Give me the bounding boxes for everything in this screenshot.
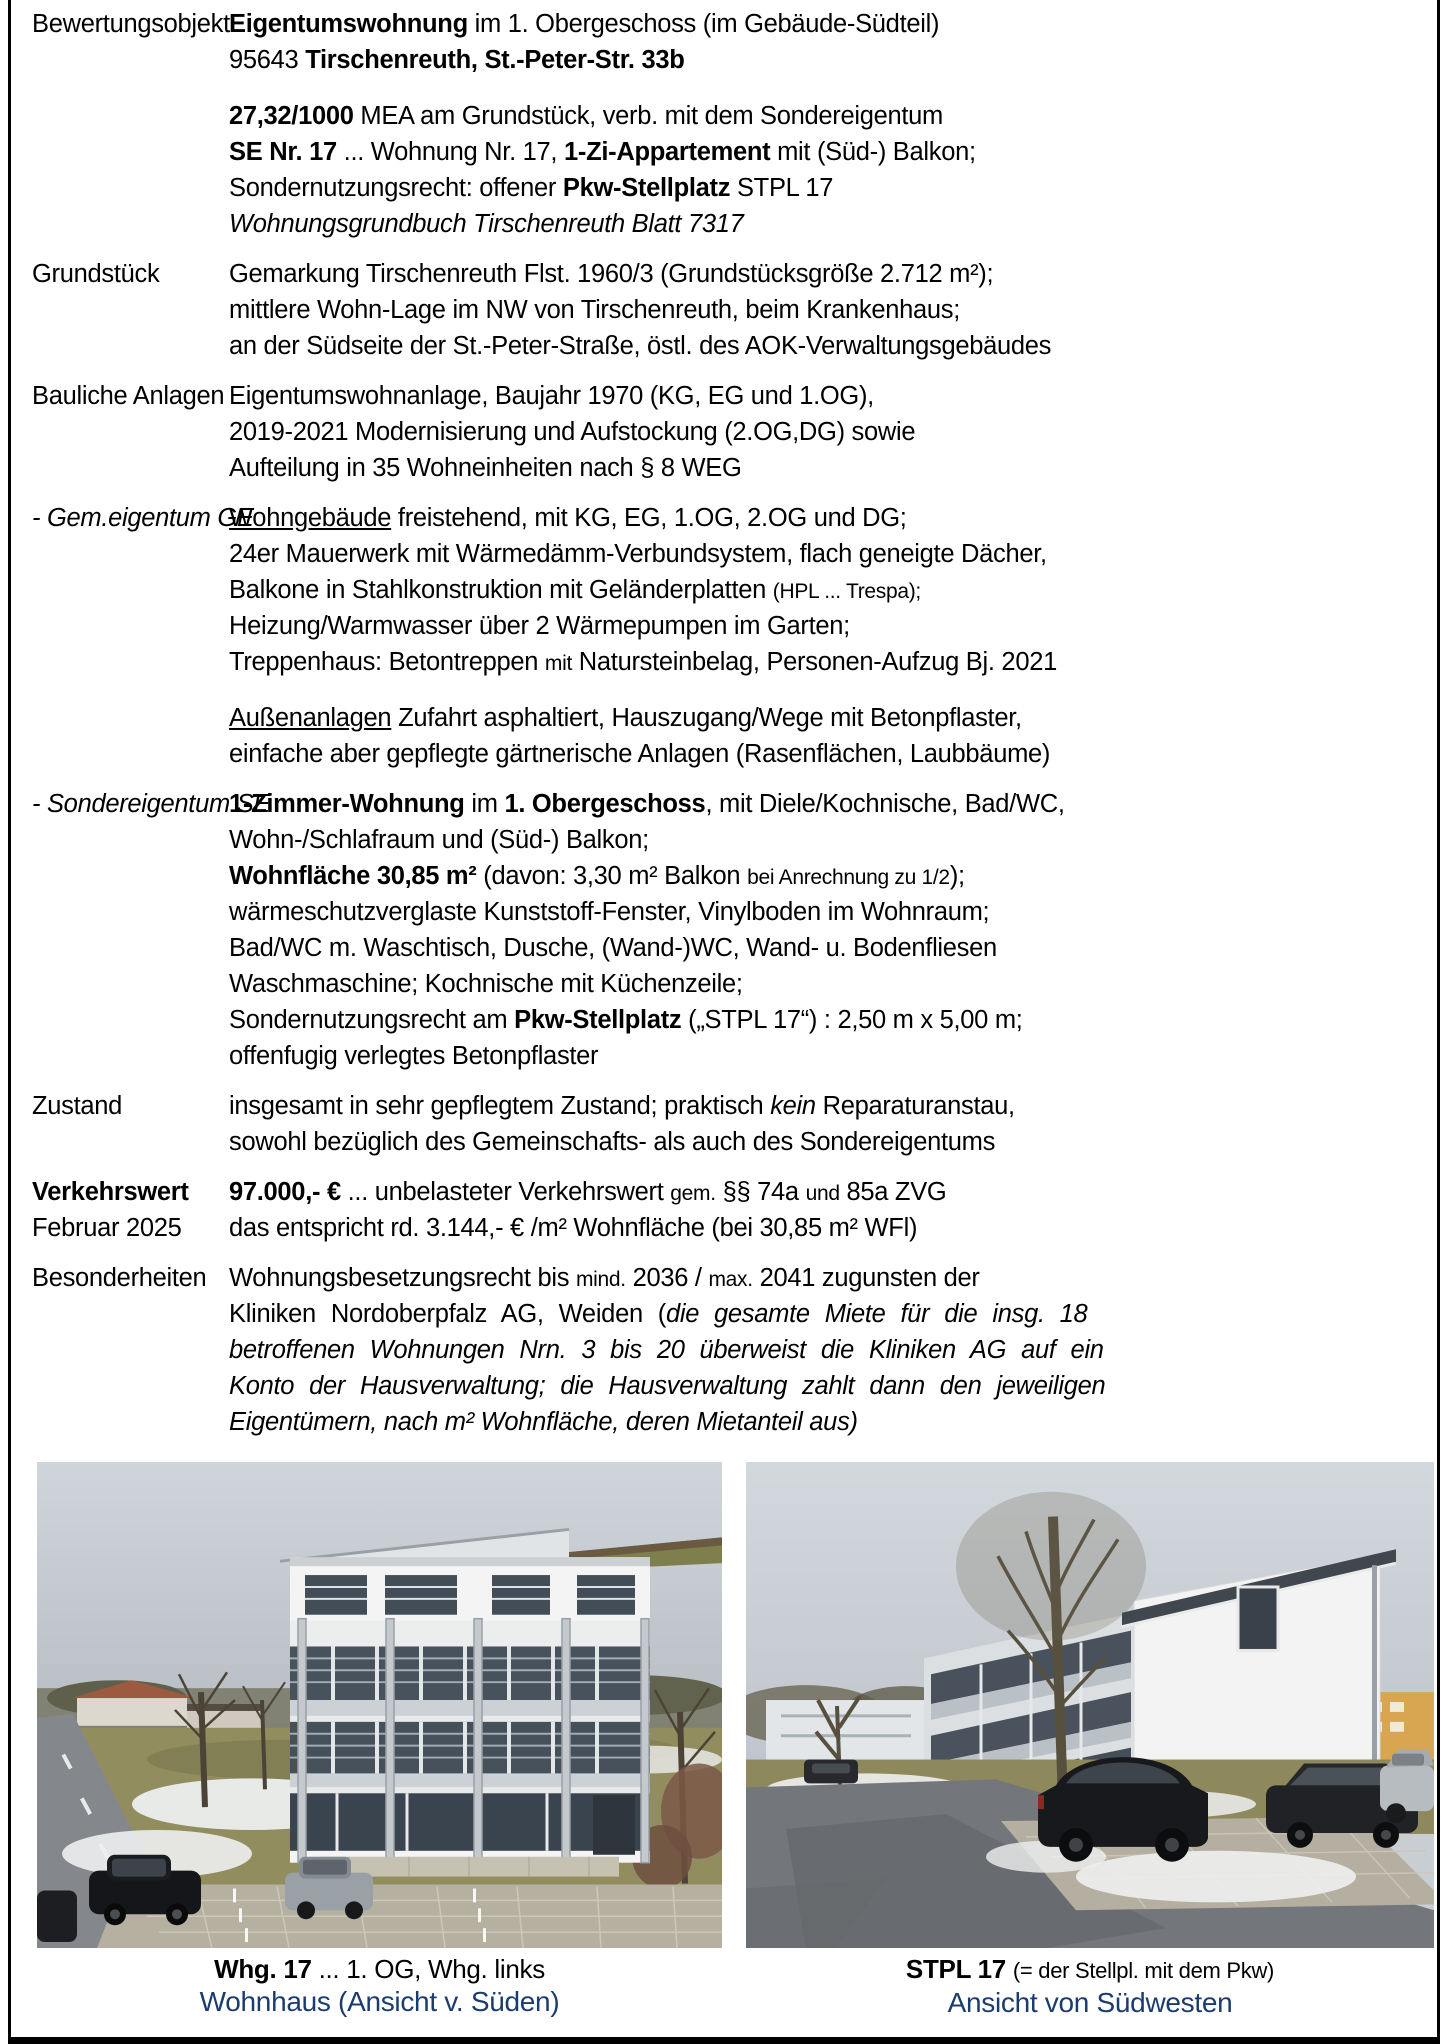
text-line: 1-Zimmer-Wohnung im 1. Obergeschoss, mit Diele/Kochnische, Bad/WC, (229, 790, 1065, 818)
text-line: Kliniken Nordoberpfalz AG, Weiden (die gesamte Miete für die insg. 18 (229, 1300, 1088, 1328)
text-line: Wohnungsbesetzungsrecht bis mind. 2036 / max. 2041 zugunsten der (229, 1264, 980, 1292)
text-line: SE Nr. 17 ... Wohnung Nr. 17, 1-Zi-Appartement mit (Süd-) Balkon; (229, 138, 976, 166)
text-line: Wohnungsgrundbuch Tirschenreuth Blatt 7317 (229, 210, 744, 238)
document-page (8, 0, 1440, 2044)
text-line: an der Südseite der St.-Peter-Straße, östl. des AOK-Verwaltungsgebäudes (229, 332, 1052, 360)
text-line: 95643 Tirschenreuth, St.-Peter-Str. 33b (229, 46, 685, 74)
stellplatz-caption-line1: STPL 17 (= der Stellpl. mit dem Pkw) (905, 1954, 1275, 1984)
text-line: Wohnfläche 30,85 m² (davon: 3,30 m² Balkon bei Anrechnung zu 1/2); (229, 862, 965, 890)
label-gemeigentum-ge (11, 500, 254, 772)
label-verkehrswert (11, 1174, 229, 1246)
text-line: einfache aber gepflegte gärtnerische Anlagen (Rasenflächen, Laubbäume) (229, 740, 1051, 768)
paragraph (229, 786, 1437, 1074)
stellplatz-caption (746, 1954, 1434, 2019)
text-line: Bad/WC m. Waschtisch, Dusche, (Wand-)WC, Wand- u. Bodenfliesen (229, 934, 997, 962)
paragraph (229, 256, 1437, 364)
text-line: Treppenhaus: Betontreppen mit Natursteinbelag, Personen-Aufzug Bj. 2021 (229, 648, 1057, 676)
text-line: Gemarkung Tirschenreuth Flst. 1960/3 (Grundstücksgröße 2.712 m²); (229, 260, 994, 288)
section-bauliche-anlagen (11, 378, 1437, 486)
label-sondereigentum-se (11, 786, 271, 1074)
section-sondereigentum-se (11, 786, 1437, 1074)
text-line: Aufteilung in 35 Wohneinheiten nach § 8 WEG (229, 454, 742, 482)
paragraph (229, 1174, 1437, 1246)
caption-row (11, 1954, 1437, 2019)
paragraph (229, 6, 1437, 78)
text-line: Eigentümern, nach m² Wohnfläche, deren Mietanteil aus) (229, 1408, 858, 1436)
text-line: 24er Mauerwerk mit Wärmedämm-Verbundsystem, flach geneigte Dächer, (229, 540, 1047, 568)
content-grundstueck (229, 256, 1437, 364)
content-gemeigentum-ge (229, 500, 1437, 772)
content-besonderheiten (229, 1260, 1437, 1440)
text-line: 97.000,- € ... unbelasteter Verkehrswert gem. §§ 74a und 85a ZVG (229, 1178, 947, 1206)
text-line: wärmeschutzverglaste Kunststoff-Fenster, Vinylboden im Wohnraum; (229, 898, 990, 926)
text-line: Konto der Hausverwaltung; die Hausverwaltung zahlt dann den jeweiligen (229, 1372, 1106, 1400)
text-line: Außenanlagen Zufahrt asphaltiert, Hauszugang/Wege mit Betonpflaster, (229, 704, 1022, 732)
label-line: Grundstück (32, 260, 160, 288)
section-verkehrswert (11, 1174, 1437, 1246)
content-zustand (229, 1088, 1437, 1160)
label-zustand (11, 1088, 229, 1160)
valuation-text-block (11, 6, 1437, 1440)
section-zustand (11, 1088, 1437, 1160)
content-verkehrswert (229, 1174, 1437, 1246)
paragraph (229, 1260, 1437, 1440)
stellplatz-caption-line2: Ansicht von Südwesten (947, 1987, 1233, 2018)
text-line: betroffenen Wohnungen Nrn. 3 bis 20 überweist die Kliniken AG auf ein (229, 1336, 1104, 1364)
section-grundstueck (11, 256, 1437, 364)
label-bewertungsobjekt (11, 6, 229, 242)
label-besonderheiten (11, 1260, 229, 1440)
paragraph (229, 1088, 1437, 1160)
label-line: Verkehrswert (32, 1178, 189, 1206)
wohnhaus-caption (37, 1954, 722, 2019)
label-bauliche-anlagen (11, 378, 229, 486)
content-sondereigentum-se (229, 786, 1437, 1074)
text-line: Wohn-/Schlafraum und (Süd-) Balkon; (229, 826, 649, 854)
section-besonderheiten (11, 1260, 1437, 1440)
text-line: 2019-2021 Modernisierung und Aufstockung (2.OG,DG) sowie (229, 418, 916, 446)
label-line: Zustand (32, 1092, 123, 1120)
text-line: 27,32/1000 MEA am Grundstück, verb. mit dem Sondereigentum (229, 102, 943, 130)
text-line: insgesamt in sehr gepflegtem Zustand; praktisch kein Reparaturanstau, (229, 1092, 1015, 1120)
paragraph (229, 700, 1437, 772)
label-grundstueck (11, 256, 229, 364)
text-line: sowohl bezüglich des Gemeinschafts- als auch des Sondereigentums (229, 1128, 996, 1156)
paragraph (229, 500, 1437, 680)
text-line: das entspricht rd. 3.144,- € /m² Wohnfläche (bei 30,85 m² WFl) (229, 1214, 918, 1242)
text-line: Waschmaschine; Kochnische mit Küchenzeile; (229, 970, 743, 998)
text-line: Sondernutzungsrecht am Pkw-Stellplatz („STPL 17“) : 2,50 m x 5,00 m; (229, 1006, 1023, 1034)
text-line: Eigentumswohnung im 1. Obergeschoss (im Gebäude-Südteil) (229, 10, 940, 38)
label-line: Februar 2025 (32, 1214, 182, 1242)
label-line: Bauliche Anlagen (32, 382, 225, 410)
wohnhaus-caption-line1: Whg. 17 ... 1. OG, Whg. links (214, 1954, 545, 1984)
section-gemeigentum-ge (11, 500, 1437, 772)
wohnhaus-caption-line2: Wohnhaus (Ansicht v. Süden) (199, 1986, 560, 2017)
photo-row (11, 1454, 1437, 1948)
text-line: Sondernutzungsrecht: offener Pkw-Stellplatz STPL 17 (229, 174, 834, 202)
label-line: - Sondereigentum SE (32, 790, 271, 818)
text-line: Wohngebäude freistehend, mit KG, EG, 1.OG, 2.OG und DG; (229, 504, 907, 532)
content-bewertungsobjekt (229, 6, 1437, 242)
stellplatz-photo (746, 1462, 1434, 1948)
text-line: Heizung/Warmwasser über 2 Wärmepumpen im Garten; (229, 612, 850, 640)
text-line: Balkone in Stahlkonstruktion mit Geländerplatten (HPL ... Trespa); (229, 576, 921, 604)
wohnhaus-photo (37, 1462, 722, 1948)
text-line: offenfugig verlegtes Betonpflaster (229, 1042, 599, 1070)
section-bewertungsobjekt (11, 6, 1437, 242)
label-line: - Gem.eigentum GE (32, 504, 254, 532)
label-line: Besonderheiten (32, 1264, 207, 1292)
content-bauliche-anlagen (229, 378, 1437, 486)
paragraph (229, 98, 1437, 242)
text-line: mittlere Wohn-Lage im NW von Tirschenreuth, beim Krankenhaus; (229, 296, 960, 324)
paragraph (229, 378, 1437, 486)
text-line: Eigentumswohnanlage, Baujahr 1970 (KG, EG und 1.OG), (229, 382, 874, 410)
label-line: Bewertungsobjekt (32, 10, 230, 38)
